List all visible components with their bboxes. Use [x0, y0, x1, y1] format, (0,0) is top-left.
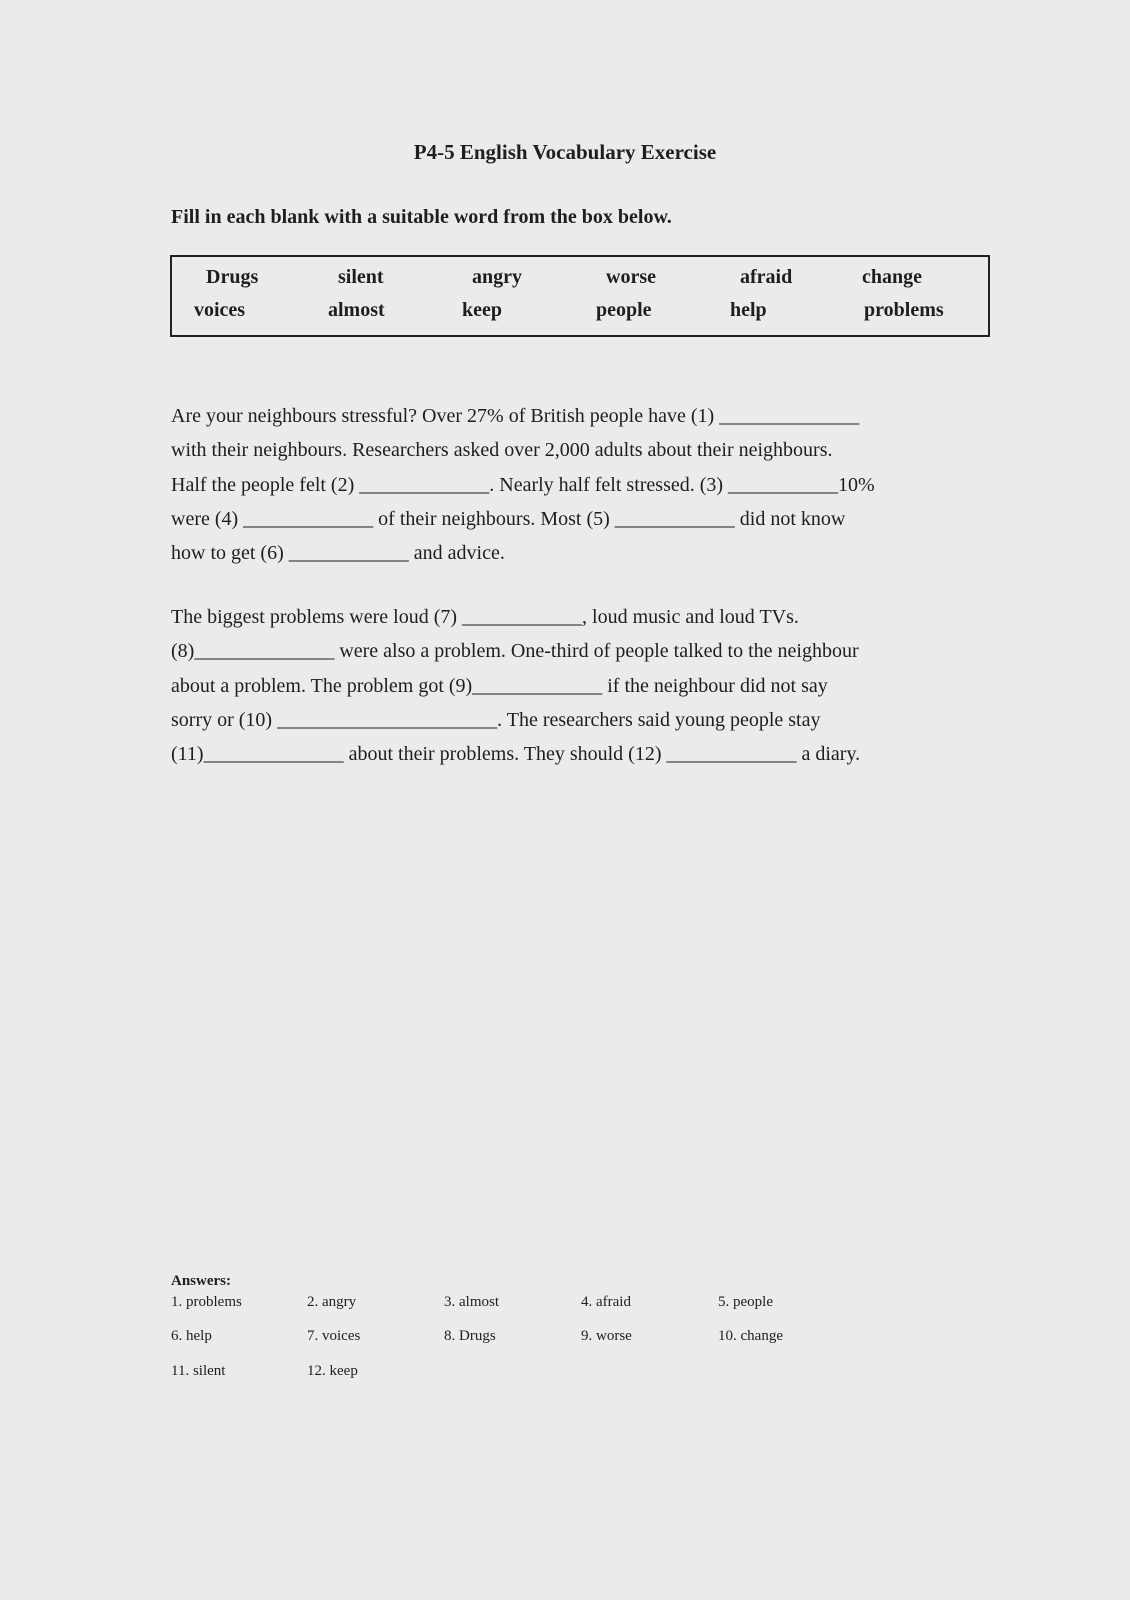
answer-item: 6. help: [171, 1328, 212, 1345]
answer-item: 12. keep: [307, 1362, 358, 1379]
box-word: people: [596, 299, 652, 321]
box-word: change: [862, 266, 922, 288]
text-line: (11)______________ about their problems. They should (12) _____________ a diary.: [171, 743, 861, 766]
text-line: with their neighbours. Researchers asked over 2,000 adults about their neighbours.: [171, 439, 833, 462]
text-line: Half the people felt (2) _____________. Nearly half felt stressed. (3) ___________10%: [171, 473, 875, 496]
box-word: Drugs: [206, 266, 259, 288]
word-box: [170, 255, 990, 337]
answer-item: 5. people: [718, 1294, 773, 1310]
box-word: almost: [328, 299, 385, 321]
box-word: silent: [338, 266, 384, 288]
answer-item: 2. angry: [307, 1294, 357, 1310]
box-word: voices: [194, 299, 246, 321]
answer-item: 10. change: [718, 1328, 783, 1345]
box-word: angry: [472, 266, 522, 288]
text-line: were (4) _____________ of their neighbours. Most (5) ____________ did not know: [171, 507, 846, 530]
text-line: Are your neighbours stressful? Over 27% of British people have (1) ______________: [171, 405, 860, 427]
answers-heading: Answers:: [171, 1273, 231, 1289]
answer-item: 11. silent: [171, 1362, 226, 1379]
text-line: how to get (6) ____________ and advice.: [171, 542, 505, 565]
answer-item: 1. problems: [171, 1294, 242, 1310]
page-title: P4-5 English Vocabulary Exercise: [413, 140, 717, 164]
box-word: problems: [864, 299, 944, 321]
box-word: worse: [606, 266, 656, 288]
answer-item: 8. Drugs: [444, 1328, 496, 1345]
answer-item: 7. voices: [307, 1328, 361, 1345]
answer-item: 9. worse: [581, 1328, 632, 1345]
box-word: help: [730, 299, 767, 321]
answer-item: 3. almost: [444, 1294, 499, 1310]
text-line: sorry or (10) ______________________. The researchers said young people stay: [171, 708, 821, 731]
text-line: (8)______________ were also a problem. One-third of people talked to the neighbour: [171, 640, 859, 663]
box-word: keep: [462, 299, 502, 321]
text-line: about a problem. The problem got (9)_____________ if the neighbour did not say: [171, 674, 828, 697]
box-word: afraid: [740, 266, 793, 288]
answer-item: 4. afraid: [581, 1294, 631, 1310]
instruction: Fill in each blank with a suitable word from the box below.: [171, 206, 672, 228]
text-line: The biggest problems were loud (7) ____________, loud music and loud TVs.: [171, 606, 799, 628]
